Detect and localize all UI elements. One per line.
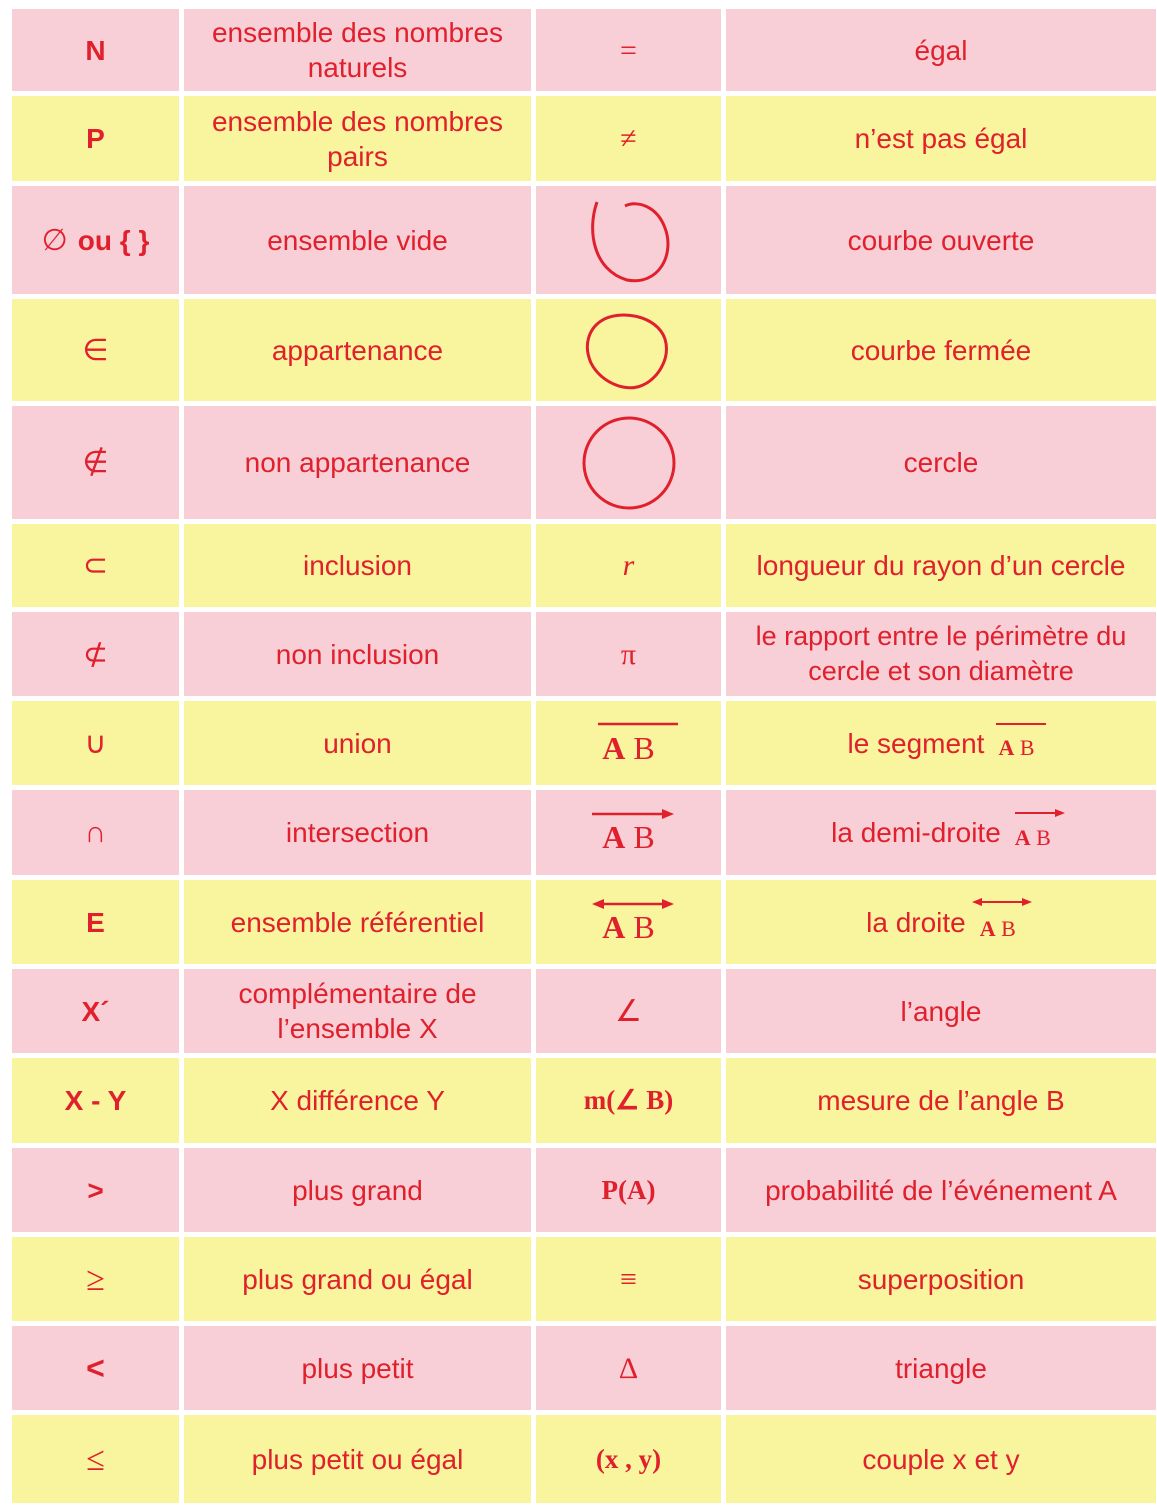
symbols-table <box>12 9 1157 1510</box>
name-cell <box>184 880 531 964</box>
symbol2-cell <box>536 524 721 607</box>
name-cell <box>184 1058 531 1143</box>
symbol2-text: Δ <box>618 1351 639 1385</box>
symbol2-cell <box>536 969 721 1053</box>
name-text: plus petit ou égal <box>251 1443 464 1475</box>
symbol-text: ∉ <box>82 446 109 479</box>
symbol-cell <box>12 1326 179 1410</box>
name-cell <box>184 612 531 696</box>
point-a: A <box>998 734 1015 760</box>
name2-text: le rapport entre le périmètre du cercle et son diamètre <box>755 621 1127 686</box>
name2-cell <box>726 524 1156 607</box>
name2-cell <box>726 790 1156 875</box>
symbol2-cell <box>536 9 721 91</box>
symbol-text: ≤ <box>86 1440 105 1478</box>
ray-arrow-icon <box>592 808 676 820</box>
name-cell <box>184 96 531 181</box>
symbol2-cell <box>536 96 721 181</box>
name2-cell <box>726 186 1156 294</box>
line-label <box>980 899 1016 946</box>
name-text: ensemble des nombres pairs <box>211 105 504 172</box>
symbol-text: ≥ <box>86 1260 105 1298</box>
name-cell <box>184 1148 531 1232</box>
point-b: B <box>1036 825 1051 850</box>
segment-bar-icon <box>996 722 1046 728</box>
name-cell <box>184 790 531 875</box>
ray-notation <box>602 810 654 855</box>
name2-text: n’est pas égal <box>854 123 1028 154</box>
name-text: non appartenance <box>244 447 471 478</box>
symbol2-text: (x , y) <box>595 1443 662 1474</box>
name-text: X différence Y <box>270 1085 445 1116</box>
name-cell <box>184 1237 531 1321</box>
name-text: inclusion <box>303 550 412 581</box>
name2-cell <box>726 96 1156 181</box>
symbol-text: ∪ <box>84 726 107 760</box>
name2-cell <box>726 1326 1156 1410</box>
name-cell <box>184 406 531 519</box>
name2-cell <box>726 880 1156 964</box>
symbol-cell <box>12 406 179 519</box>
symbol2-cell <box>536 186 721 294</box>
point-a: A <box>979 915 996 941</box>
point-a: A <box>1014 825 1031 850</box>
name-text: appartenance <box>271 334 444 366</box>
symbol2-text: ≡ <box>620 1262 637 1296</box>
name-text: plus petit <box>301 1352 414 1384</box>
symbol-cell <box>12 524 179 607</box>
name-cell <box>184 524 531 607</box>
name2-text: triangle <box>895 1352 987 1384</box>
symbol-text: ⊄ <box>82 637 109 671</box>
symbol-cell <box>12 299 179 401</box>
point-a: A <box>602 908 626 945</box>
open-curve-icon <box>579 190 679 290</box>
name2-text: mesure de l’angle B <box>817 1085 1065 1116</box>
name-text: ensemble vide <box>267 224 448 256</box>
symbol-text: X´ <box>81 995 110 1027</box>
symbol-cell <box>12 9 179 91</box>
name-text: ensemble référentiel <box>230 906 485 938</box>
name-text: intersection <box>285 817 430 848</box>
symbol-cell <box>12 701 179 785</box>
name2-cell <box>726 701 1156 785</box>
segment-label <box>998 722 1034 765</box>
symbol2-cell <box>536 1415 721 1503</box>
name2-text: égal <box>914 34 968 66</box>
name2-cell <box>726 612 1156 696</box>
name2-cell <box>726 406 1156 519</box>
symbol-cell <box>12 1058 179 1143</box>
symbol-cell <box>12 1148 179 1232</box>
symbol-text: < <box>86 1349 105 1386</box>
point-b: B <box>1019 734 1035 760</box>
closed-curve-icon <box>579 305 679 395</box>
name2-text: la demi-droite <box>831 817 1001 848</box>
name-text: union <box>323 727 392 759</box>
symbol2-cell <box>536 612 721 696</box>
symbol-cell <box>12 612 179 696</box>
name-text: ensemble des nombres naturels <box>211 17 504 83</box>
point-a: A <box>602 819 626 855</box>
symbol-text: N <box>85 34 106 66</box>
symbol2-cell <box>536 1148 721 1232</box>
line-notation <box>602 900 654 945</box>
symbol2-text: = <box>620 33 637 67</box>
name2-text: longueur du rayon d’un cercle <box>756 550 1126 581</box>
name2-text: couple x et y <box>862 1443 1020 1475</box>
symbol-cell <box>12 96 179 181</box>
name2-text: la droite <box>866 906 966 938</box>
name2-cell <box>726 969 1156 1053</box>
point-b: B <box>633 908 655 945</box>
name-text: non inclusion <box>275 638 440 670</box>
name-text: complémentaire de l’ensemble X <box>238 978 477 1044</box>
circle-icon <box>579 413 679 513</box>
symbol-text: ∩ <box>84 816 107 849</box>
symbol-cell <box>12 790 179 875</box>
symbol-text: ∈ <box>82 333 109 367</box>
ray-arrow-icon <box>1015 808 1067 818</box>
name2-text: superposition <box>857 1263 1025 1295</box>
symbol-cell <box>12 1415 179 1503</box>
name2-cell <box>726 1058 1156 1143</box>
name-cell <box>184 299 531 401</box>
name2-text: courbe fermée <box>850 334 1032 366</box>
name2-cell <box>726 1237 1156 1321</box>
name2-cell <box>726 1148 1156 1232</box>
empty-set-braces: ou { } <box>77 224 150 256</box>
line-double-arrow-icon <box>972 897 1032 907</box>
symbol-cell <box>12 186 179 294</box>
symbol2-cell <box>536 790 721 875</box>
name-cell <box>184 1326 531 1410</box>
symbol2-cell <box>536 1237 721 1321</box>
symbol-text: ⊂ <box>82 549 109 582</box>
name2-text: l’angle <box>900 995 982 1027</box>
name2-cell <box>726 1415 1156 1503</box>
symbol2-text: ∠ <box>615 994 642 1028</box>
name-cell <box>184 186 531 294</box>
symbol-cell <box>12 969 179 1053</box>
name-cell <box>184 969 531 1053</box>
name-cell <box>184 701 531 785</box>
name2-cell <box>726 9 1156 91</box>
point-b: B <box>1001 915 1016 941</box>
name2-text: courbe ouverte <box>847 224 1035 256</box>
symbol-cell <box>12 880 179 964</box>
symbol2-text: ≠ <box>620 122 637 155</box>
name-cell <box>184 1415 531 1503</box>
segment-notation <box>602 721 654 766</box>
symbol2-cell <box>536 880 721 964</box>
name2-cell <box>726 299 1156 401</box>
name-cell <box>184 9 531 91</box>
symbol-cell <box>12 1237 179 1321</box>
symbol-text: X - Y <box>64 1085 127 1116</box>
symbol2-text: P(A) <box>601 1174 656 1205</box>
point-a: A <box>602 729 626 766</box>
symbol2-cell <box>536 1326 721 1410</box>
line-double-arrow-icon <box>592 898 674 910</box>
point-b: B <box>633 819 655 855</box>
symbol2-cell <box>536 406 721 519</box>
symbol2-text: r <box>622 549 635 582</box>
symbol2-cell <box>536 1058 721 1143</box>
name2-text: cercle <box>903 447 979 478</box>
empty-set-symbol: ∅ <box>41 223 68 257</box>
segment-bar-icon <box>598 721 678 729</box>
symbol-text: E <box>86 906 105 938</box>
point-b: B <box>633 729 655 766</box>
name2-text: le segment <box>847 727 985 759</box>
symbol2-cell <box>536 701 721 785</box>
name-text: plus grand <box>292 1174 423 1206</box>
symbol2-cell <box>536 299 721 401</box>
symbol-text: P <box>86 123 105 154</box>
name-text: plus grand ou égal <box>242 1263 473 1295</box>
symbol2-text: m(∠ B) <box>583 1085 674 1115</box>
ray-label <box>1015 810 1051 855</box>
name2-text: probabilité de l’événement A <box>765 1174 1117 1206</box>
symbol2-text: π <box>620 637 637 671</box>
symbol-text: > <box>87 1174 104 1206</box>
